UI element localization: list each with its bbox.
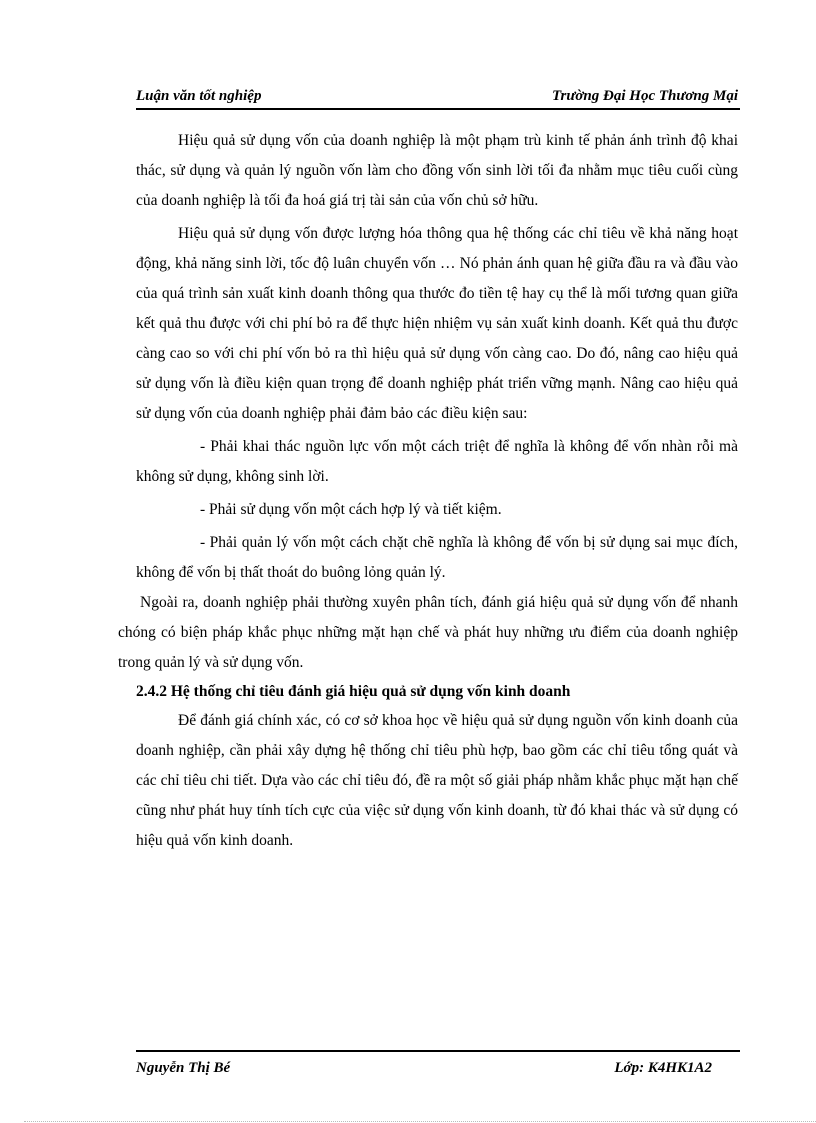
- footer-author: Nguyễn Thị Bé: [136, 1060, 231, 1076]
- bullet-manage-capital-strictly: - Phải quản lý vốn một cách chặt chẽ nghĩa là không để vốn bị sử dụng sai mục đích, không để vốn bị thất thoát do buông lỏng quản lý.: [136, 534, 738, 581]
- bullet-use-capital-reasonably: - Phải sử dụng vốn một cách hợp lý và tiết kiệm.: [200, 501, 502, 518]
- paragraph-indicator-system: Để đánh giá chính xác, có cơ sở khoa học về hiệu quả sử dụng nguồn vốn kinh doanh của doanh nghiệp, cần phải xây dựng hệ thống chỉ tiêu phù hợp, bao gồm các chỉ tiêu tổng quát và các chỉ tiêu chi tiết. Dựa vào các chỉ tiêu đó, đề ra một số giải pháp nhằm khắc phục mặt hạn chế cũng như phát huy tính tích cực của việc sử dụng vốn kinh doanh, từ đó khai thác và sử dụng có hiệu quả vốn kinh doanh.: [136, 712, 738, 849]
- header-thesis-title: Luận văn tốt nghiệp: [136, 88, 262, 104]
- section-heading: 2.4.2 Hệ thống chỉ tiêu đánh giá hiệu quả sử dụng vốn kinh doanh: [136, 683, 571, 700]
- paragraph-capital-efficiency-definition: Hiệu quả sử dụng vốn của doanh nghiệp là một phạm trù kinh tế phản ánh trình độ khai thác, sử dụng và quản lý nguồn vốn làm cho đồng vốn sinh lời tối đa nhằm mục tiêu cuối cùng của doanh nghiệp là tối đa hoá giá trị tài sản của vốn chủ sở hữu.: [136, 132, 738, 209]
- footer-class: Lớp: K4HK1A2: [614, 1060, 712, 1076]
- paragraph-regular-analysis: Ngoài ra, doanh nghiệp phải thường xuyên phân tích, đánh giá hiệu quả sử dụng vốn để nhanh chóng có biện pháp khắc phục những mặt hạn chế và phát huy những ưu điểm của doanh nghiệp trong quản lý và sử dụng vốn.: [118, 594, 738, 671]
- page-body: [118, 126, 738, 856]
- header-university: Trường Đại Học Thương Mại: [551, 88, 738, 104]
- page-bottom-divider: [24, 1121, 816, 1122]
- page-header: [136, 86, 740, 110]
- page-footer: [136, 1050, 740, 1082]
- paragraph-capital-efficiency-measurement: Hiệu quả sử dụng vốn được lượng hóa thông qua hệ thống các chỉ tiêu về khả năng hoạt động, khả năng sinh lời, tốc độ luân chuyển vốn … Nó phản ánh quan hệ giữa đầu ra và đầu vào của quá trình sản xuất kinh doanh thông qua thước đo tiền tệ hay cụ thể là mối tương quan giữa kết quả thu được với chi phí bỏ ra để thực hiện nhiệm vụ sản xuất kinh doanh. Kết quả thu được càng cao so với chi phí vốn bỏ ra thì hiệu quả sử dụng vốn càng cao. Do đó, nâng cao hiệu quả sử dụng vốn là điều kiện quan trọng để doanh nghiệp phát triển vững mạnh. Nâng cao hiệu quả sử dụng vốn của doanh nghiệp phải đảm bảo các điều kiện sau:: [136, 225, 738, 422]
- bullet-exploit-capital: - Phải khai thác nguồn lực vốn một cách triệt để nghĩa là không để vốn nhàn rỗi mà không sử dụng, không sinh lời.: [136, 438, 738, 485]
